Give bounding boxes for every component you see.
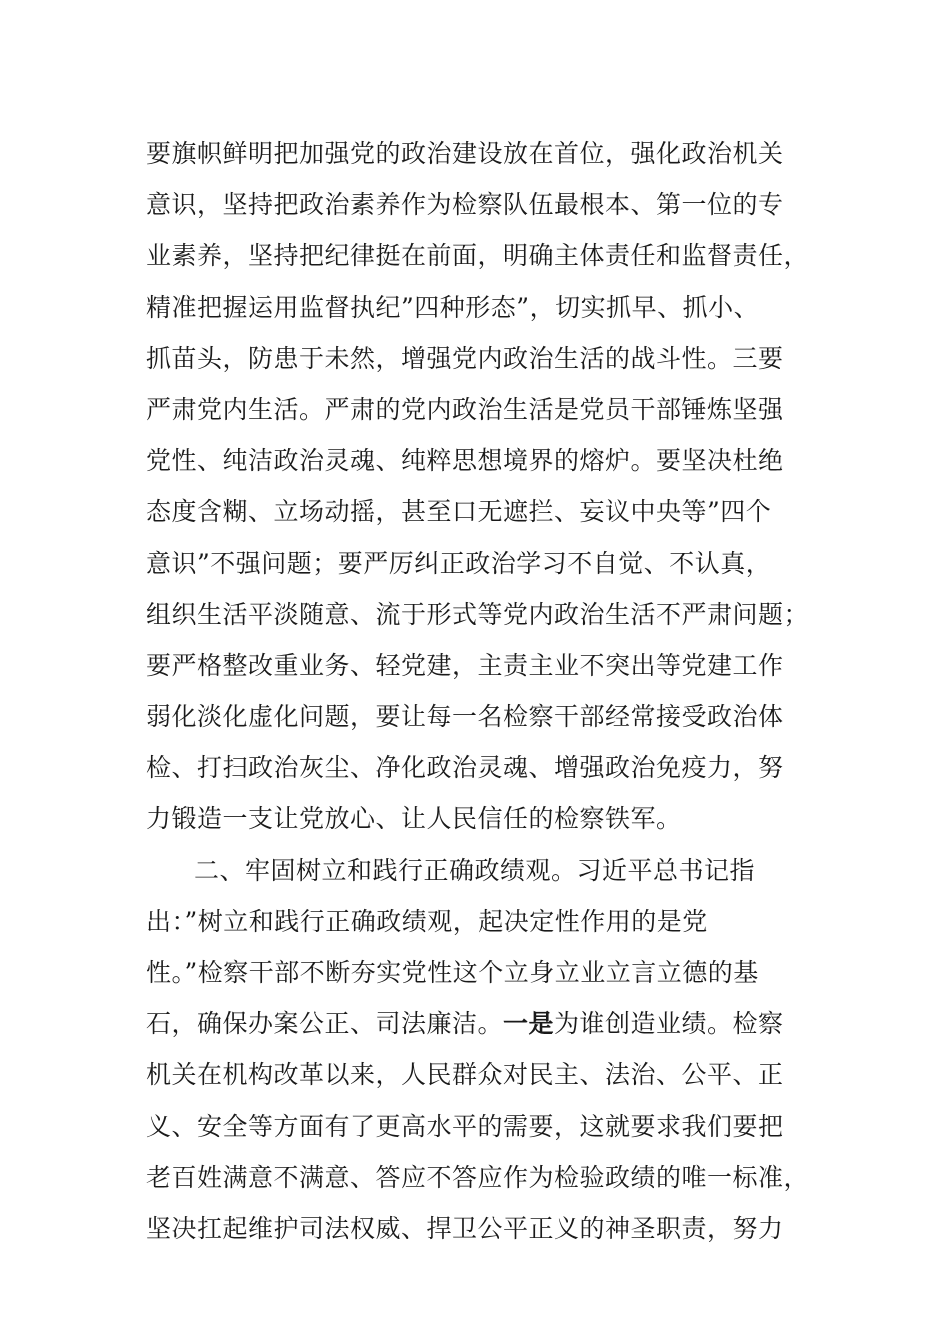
text-line: 要严格整改重业务、轻党建，主责主业不突出等党建工作 bbox=[146, 650, 784, 680]
text-segment: 为谁创造业绩。检察 bbox=[554, 1009, 784, 1039]
text-line: 坚决扛起维护司法权威、捍卫公平正义的神圣职责，努力 bbox=[146, 1213, 784, 1243]
text-line: 严肃党内生活。严肃的党内政治生活是党员干部锤炼坚强 bbox=[146, 394, 784, 424]
text-line: 意识，坚持把政治素养作为检察队伍最根本、第一位的专 bbox=[146, 190, 784, 220]
text-line: 组织生活平淡随意、流于形式等党内政治生活不严肃问题； bbox=[146, 599, 810, 629]
text-line: 义、安全等方面有了更高水平的需要，这就要求我们要把 bbox=[146, 1111, 784, 1141]
emphasis-marker: 一是 bbox=[503, 1009, 555, 1039]
text-line: 老百姓满意不满意、答应不答应作为检验政绩的唯一标准， bbox=[146, 1162, 810, 1192]
text-line: 弱化淡化虚化问题，要让每一名检察干部经常接受政治体 bbox=[146, 702, 784, 732]
text-line: 机关在机构改革以来，人民群众对民主、法治、公平、正 bbox=[146, 1060, 784, 1090]
text-line: 要旗帜鲜明把加强党的政治建设放在首位，强化政治机关 bbox=[146, 139, 784, 168]
text-line: 抓苗头，防患于未然，增强党内政治生活的战斗性。三要 bbox=[146, 343, 784, 373]
text-line: 党性、纯洁政治灵魂、纯粹思想境界的熔炉。要坚决杜绝 bbox=[146, 446, 784, 476]
text-line: 精准把握运用监督执纪”四种形态”，切实抓早、抓小、 bbox=[146, 292, 760, 322]
text-line: 态度含糊、立场动摇，甚至口无遮拦、妄议中央等”四个 bbox=[146, 497, 772, 527]
text-line-with-emphasis bbox=[146, 998, 806, 1049]
text-line: 业素养，坚持把纪律挺在前面，明确主体责任和监督责任， bbox=[146, 241, 810, 271]
section-heading-line: 二、牢固树立和践行正确政绩观。习近平总书记指 bbox=[194, 855, 756, 885]
text-line: 检、打扫政治灰尘、净化政治灵魂、增强政治免疫力，努 bbox=[146, 753, 784, 783]
text-line: 意识”不强问题；要严厉纠正政治学习不自觉、不认真， bbox=[146, 548, 772, 578]
text-segment: 石，确保办案公正、司法廉洁。 bbox=[146, 1009, 504, 1039]
text-line: 性。”检察干部不断夯实党性这个立身立业立言立德的基 bbox=[146, 958, 759, 987]
document-body bbox=[146, 128, 810, 1254]
text-line: 力锻造一支让党放心、让人民信任的检察铁军。 bbox=[146, 804, 682, 834]
text-line: 出：”树立和践行正确政绩观，起决定性作用的是党 bbox=[146, 906, 708, 936]
